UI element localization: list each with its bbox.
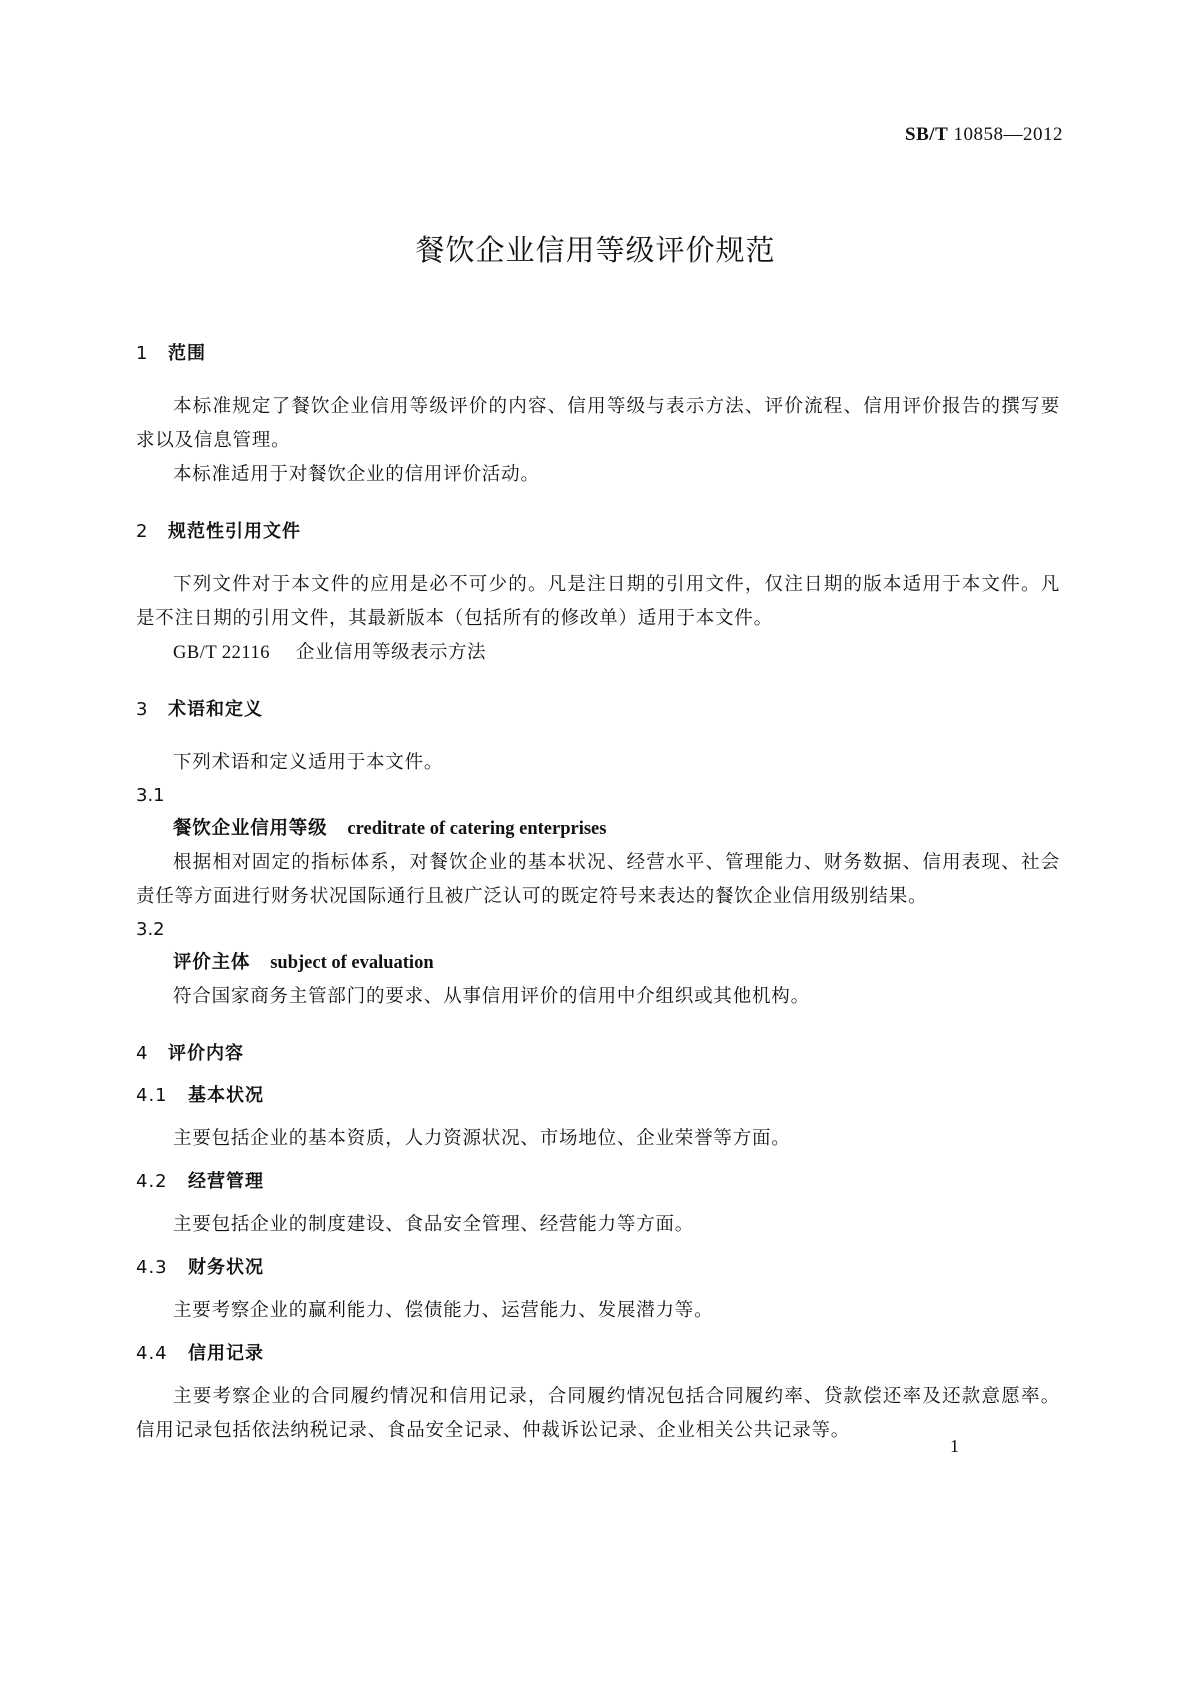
section-2-heading: 2 规范性引用文件 [136,521,301,542]
section-3-paragraph-1: 下列术语和定义适用于本文件。 [173,752,444,773]
section-3-heading: 3 术语和定义 [136,699,263,720]
section-4-1-heading: 4.1 基本状况 [136,1085,264,1106]
term-3-1-en: creditrate of catering enterprises [347,819,607,839]
standard-prefix: SB/T [905,124,949,145]
term-3-1-number: 3.1 [136,785,165,806]
section-4-4-paragraph: 主要考察企业的合同履约情况和信用记录，合同履约情况包括合同履约率、贷款偿还率及还款意愿率。信用记录包括依法纳税记录、食品安全记录、仲裁诉讼记录、企业相关公共记录等。 [136,1386,1060,1441]
section-1-paragraph-1: 本标准规定了餐饮企业信用等级评价的内容、信用等级与表示方法、评价流程、信用评价报告的撰写要求以及信息管理。 [136,396,1060,451]
section-4-2-heading: 4.2 经营管理 [136,1171,264,1192]
section-4-3-paragraph: 主要考察企业的赢利能力、偿债能力、运营能力、发展潜力等。 [173,1300,714,1321]
term-3-2-definition: 符合国家商务主管部门的要求、从事信用评价的信用中介组织或其他机构。 [173,986,810,1007]
document-body [136,338,1060,1448]
section-1-paragraph-2: 本标准适用于对餐饮企业的信用评价活动。 [173,464,540,485]
section-4-heading: 4 评价内容 [136,1043,244,1064]
term-3-2-cn: 评价主体 [173,952,251,973]
reference-code: GB/T 22116 [173,643,270,663]
standard-number [905,124,1063,146]
term-3-1-cn: 餐饮企业信用等级 [173,818,328,839]
term-3-2-number: 3.2 [136,919,165,940]
document-title: 餐饮企业信用等级评价规范 [415,233,776,267]
term-3-2-title [136,946,1060,980]
normative-reference [136,636,1060,670]
standard-code: 10858—2012 [953,124,1063,145]
term-3-1-definition: 根据相对固定的指标体系，对餐饮企业的基本状况、经营水平、管理能力、财务数据、信用表现、社会责任等方面进行财务状况国际通行且被广泛认可的既定符号来表达的餐饮企业信用级别结果。 [136,852,1060,907]
section-4-2-paragraph: 主要包括企业的制度建设、食品安全管理、经营能力等方面。 [173,1214,695,1235]
section-4-1-paragraph: 主要包括企业的基本资质，人力资源状况、市场地位、企业荣誉等方面。 [173,1128,791,1149]
section-1-heading: 1 范围 [136,343,206,364]
section-4-4-heading: 4.4 信用记录 [136,1343,264,1364]
term-3-1-title [136,812,1060,846]
term-3-2-en: subject of evaluation [270,953,434,973]
reference-title: 企业信用等级表示方法 [296,642,487,663]
page-number: 1 [950,1436,959,1456]
section-4-3-heading: 4.3 财务状况 [136,1257,264,1278]
section-2-paragraph-1: 下列文件对于本文件的应用是必不可少的。凡是注日期的引用文件，仅注日期的版本适用于本文件。凡是不注日期的引用文件，其最新版本（包括所有的修改单）适用于本文件。 [136,574,1060,629]
